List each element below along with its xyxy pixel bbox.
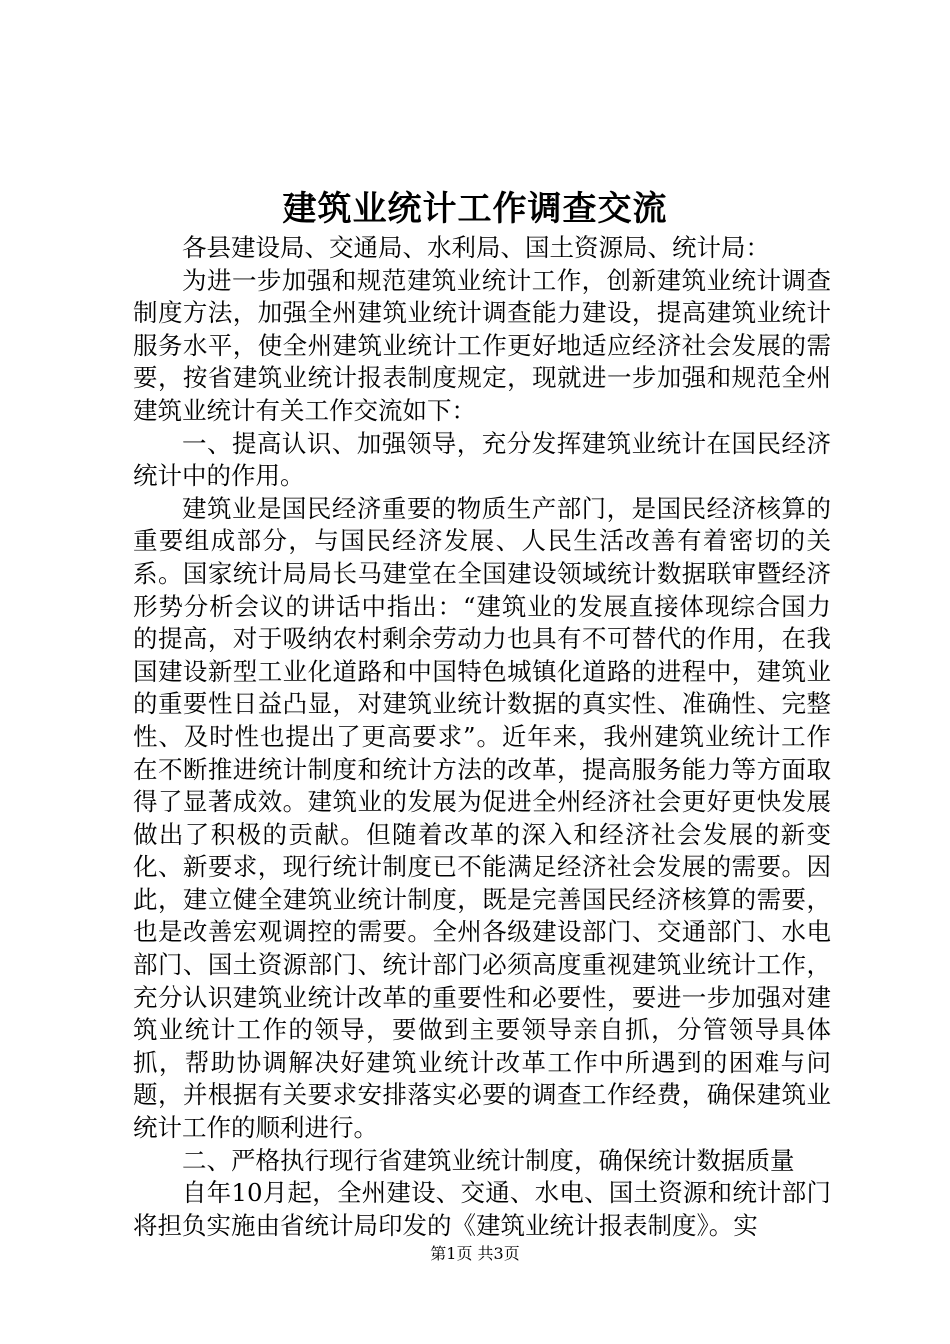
salutation-paragraph: 各县建设局、交通局、水利局、国土资源局、统计局： (182, 233, 770, 262)
section-heading-2: 二、严格执行现行省建筑业统计制度，确保统计数据质量 (182, 1145, 795, 1175)
body-paragraph: 建筑业是国民经济重要的物质生产部门，是国民经济核算的重要组成部分，与国民经济发展、人民生活改善有着密切的关系。国家统计局局长马建堂在全国建设领域统计数据联审暨经济形势分析会议的讲话中指出：“建筑业的发展直接体现综合国力的提高，对于吸纳农村剩余劳动力也具有不可替代的作用，在我国建设新型工业化道路和中国特色城镇化道路的进程中，建筑业的重要性日益凸显，对建筑业统计数据的真实性、准确性、完整性、及时性也提出了更高要求”。近年来，我州建筑业统计工作在不断推进统计制度和统计方法的改革，提高服务能力等方面取得了显著成效。建筑业的发展为促进全州经济社会更好更快发展做出了积极的贡献。但随着改革的深入和经济社会发展的新变化、新要求，现行统计制度已不能满足经济社会发展的需要。因此，建立健全建筑业统计制度，既是完善国民经济核算的需要，也是改善宏观调控的需要。全州各级建设部门、交通部门、水电部门、国土资源部门、统计部门必须高度重视建筑业统计工作，充分认识建筑业统计改革的重要性和必要性，要进一步加强对建筑业统计工作的领导，要做到主要领导亲自抓，分管领导具体抓，帮助协调解决好建筑业统计改革工作中所遇到的困难与问题，并根据有关要求安排落实必要的调查工作经费，确保建筑业统计工作的顺利进行。 (133, 493, 831, 1143)
page-footer: 第1页 共3页 (430, 1244, 520, 1263)
section-heading-1: 一、提高认识、加强领导，充分发挥建筑业统计在国民经济统计中的作用。 (133, 428, 831, 491)
document-title: 建筑业统计工作调查交流 (282, 189, 668, 229)
intro-paragraph: 为进一步加强和规范建筑业统计工作，创新建筑业统计调查制度方法，加强全州建筑业统计调查能力建设，提高建筑业统计服务水平，使全州建筑业统计工作更好地适应经济社会发展的需要，按省建筑业统计报表制度规定，现就进一步加强和规范全州建筑业统计有关工作交流如下： (133, 265, 831, 425)
body-paragraph: 自年10月起，全州建设、交通、水电、国土资源和统计部门将担负实施由省统计局印发的《建筑业统计报表制度》。实 (133, 1178, 831, 1240)
document-body (133, 232, 831, 1242)
